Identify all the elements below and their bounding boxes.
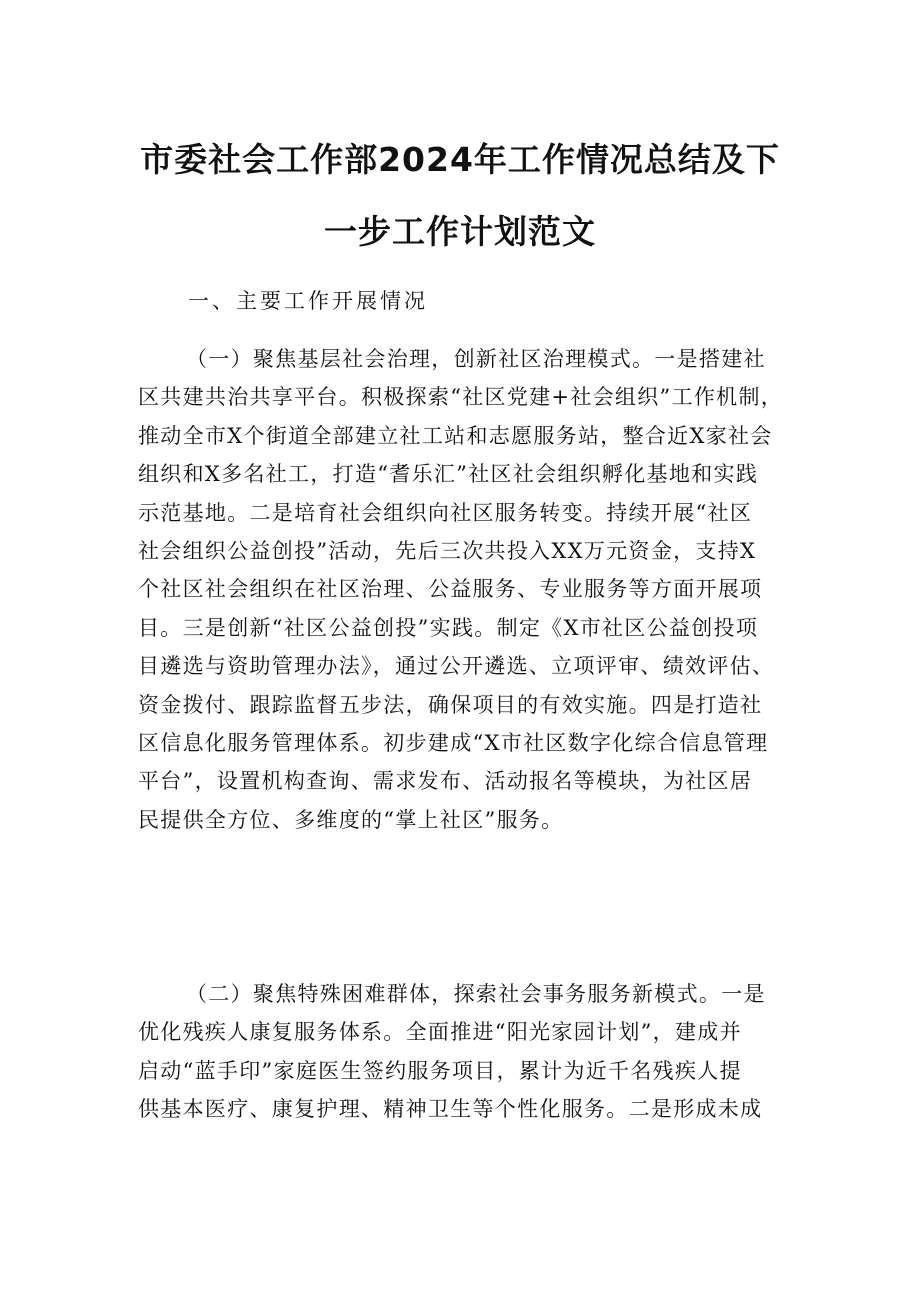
paragraph-1 bbox=[138, 340, 798, 839]
paragraph-line: 推动全市X个街道全部建立社工站和志愿服务站，整合近X家社会 bbox=[138, 423, 773, 448]
paragraph-line: 组织和X多名社工，打造“耆乐汇”社区社会组织孵化基地和实践 bbox=[138, 462, 759, 487]
paragraph-line: 社会组织公益创投”活动，先后三次共投入XX万元资金，支持X bbox=[138, 538, 757, 563]
paragraph-2 bbox=[138, 975, 798, 1129]
document-title-line-2: 一步工作计划范文 bbox=[324, 212, 596, 251]
paragraph-line: （一）聚焦基层社会治理，创新社区治理模式。一是搭建社 bbox=[186, 347, 766, 371]
paragraph-line: （二）聚焦特殊困难群体，探索社会事务服务新模式。一是 bbox=[186, 982, 766, 1006]
paragraph-line: 启动“蓝手印”家庭医生签约服务项目，累计为近千名残疾人提 bbox=[138, 1058, 742, 1083]
paragraph-line: 个社区社会组织在社区治理、公益服务、专业服务等方面开展项 bbox=[138, 577, 763, 602]
paragraph-line: 优化残疾人康复服务体系。全面推进“阳光家园计划”，建成并 bbox=[138, 1020, 742, 1045]
section-heading: 一、主要工作开展情况 bbox=[188, 289, 428, 313]
paragraph-line: 平台”，设置机构查询、需求发布、活动报名等模块，为社区居 bbox=[138, 769, 753, 794]
paragraph-line: 区共建共治共享平台。积极探索“社区党建+社会组织”工作机制， bbox=[138, 385, 784, 410]
document-title-line-1: 市委社会工作部2024年工作情况总结及下 bbox=[140, 140, 780, 179]
paragraph-line: 供基本医疗、康复护理、精神卫生等个性化服务。二是形成未成 bbox=[138, 1097, 763, 1122]
paragraph-line: 民提供全方位、多维度的“掌上社区”服务。 bbox=[138, 807, 564, 832]
paragraph-line: 示范基地。二是培育社会组织向社区服务转变。持续开展“社区 bbox=[138, 500, 753, 525]
paragraph-line: 目遴选与资助管理办法》，通过公开遴选、立项评审、绩效评估、 bbox=[138, 654, 775, 679]
paragraph-line: 资金拨付、跟踪监督五步法，确保项目的有效实施。四是打造社 bbox=[138, 692, 763, 717]
paragraph-line: 区信息化服务管理体系。初步建成“X市社区数字化综合信息管理 bbox=[138, 730, 769, 755]
paragraph-line: 目。三是创新“社区公益创投”实践。制定《X市社区公益创投项 bbox=[138, 615, 759, 640]
